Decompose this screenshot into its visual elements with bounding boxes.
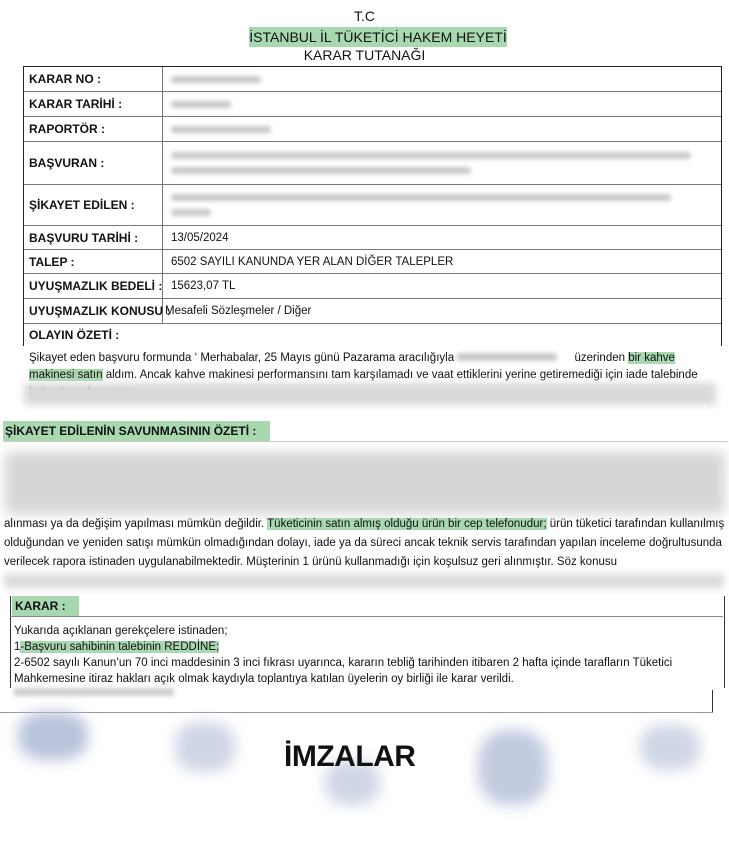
karar-line-1: Yukarıda açıklanan gerekçelere istinaden; bbox=[14, 625, 228, 637]
value-talep: 6502 SAYILI KANUNDA YER ALAN DİĞER TALEPLER bbox=[171, 255, 454, 268]
label-karar-no: KARAR NO : bbox=[24, 67, 163, 91]
row-sikayet-edilen bbox=[24, 185, 721, 226]
decision-info-table bbox=[23, 66, 722, 346]
karar-line-2 bbox=[14, 639, 719, 655]
row-raportor bbox=[24, 117, 721, 142]
row-uyusmazlik-konusu bbox=[24, 299, 721, 324]
redacted-platform bbox=[457, 353, 557, 361]
karar-divider bbox=[10, 616, 723, 617]
olay-blurred-continuation bbox=[24, 383, 716, 405]
bottom-divider bbox=[0, 712, 713, 713]
karar-heading: KARAR : bbox=[12, 596, 79, 616]
label-basvuran: BAŞVURAN : bbox=[24, 142, 163, 184]
value-raportor-redacted bbox=[163, 117, 721, 141]
savunma-text bbox=[4, 515, 726, 572]
value-uyusmazlik-bedeli: 15623,07 TL bbox=[171, 280, 236, 292]
olay-text-part4: aldım. Ancak kahve makinesi performansını tam karşılamadı ve vaat ettiklerini yerine getiremediği için iade talebinde bbox=[105, 369, 698, 381]
row-karar-tarihi bbox=[24, 92, 721, 117]
label-basvuru-tarihi: BAŞVURU TARİHİ : bbox=[24, 226, 163, 249]
label-uyusmazlik-konusu: UYUŞMAZLIK KONUSU : bbox=[24, 299, 163, 323]
row-olayin-ozeti bbox=[24, 324, 721, 346]
savunma-divider bbox=[3, 441, 728, 442]
highlight-cep-telefonu: Tüketicinin satın almış olduğu ürün bir cep telefonudur; bbox=[267, 518, 547, 530]
savunma-text-part1: alınması ya da değişim yapılması mümkün değildir. bbox=[4, 518, 265, 530]
value-basvuran-redacted bbox=[163, 142, 721, 184]
karar-line-2-number: 1 bbox=[14, 641, 21, 653]
highlight-reddine: -Başvuru sahibinin talebinin REDDİNE; bbox=[20, 641, 220, 653]
signature-5 bbox=[640, 725, 700, 770]
row-karar-no bbox=[24, 67, 721, 92]
label-uyusmazlik-bedeli: UYUŞMAZLIK BEDELİ : bbox=[24, 274, 163, 298]
savunma-heading: ŞİKAYET EDİLENİN SAVUNMASININ ÖZETİ : bbox=[3, 421, 270, 441]
label-karar-tarihi: KARAR TARİHİ : bbox=[24, 92, 163, 116]
karar-blurred-continuation bbox=[14, 688, 174, 696]
value-uyusmazlik-konusu: Mesafeli Sözleşmeler / Diğer bbox=[165, 305, 312, 317]
signature-4 bbox=[478, 730, 548, 805]
document-title: KARAR TUTANAĞI bbox=[303, 47, 426, 63]
row-basvuran bbox=[24, 142, 721, 185]
karar-text bbox=[14, 623, 719, 687]
signature-1 bbox=[18, 712, 88, 760]
row-uyusmazlik-bedeli bbox=[24, 274, 721, 299]
savunma-blurred-continuation bbox=[4, 574, 724, 588]
label-sikayet-edilen: ŞİKAYET EDİLEN : bbox=[24, 185, 163, 225]
highlight-kahve-makinesi: bir kahve makinesi satın bbox=[29, 352, 675, 381]
savunma-text-part3: ürün tüketici tarafından kullanılmış olduğundan ve yeniden satışı mümkün olmadığından dolayı, iade ya da süreci ancak teknik servis tarafından yapılan inceleme doğrultusunda verilecek rapora istinaden uygulanabilmektedir. Müşterinin 1 ürünü kullanmadığı için koşulsuz geri alınmıştır. Söz konusu bbox=[4, 518, 725, 568]
value-karar-tarihi-redacted bbox=[163, 92, 721, 116]
value-sikayet-edilen-redacted bbox=[163, 185, 721, 225]
value-karar-no-redacted bbox=[163, 67, 721, 91]
institution-title: İSTANBUL İL TÜKETİCİ HAKEM HEYETİ bbox=[249, 29, 507, 45]
label-olayin-ozeti: OLAYIN ÖZETİ : bbox=[29, 328, 120, 342]
value-basvuru-tarihi: 13/05/2024 bbox=[171, 231, 229, 244]
signature-2 bbox=[175, 722, 235, 772]
karar-line-3: 2-6502 sayılı Kanun’un 70 inci maddesinin 3 inci fıkrası uyarınca, kararın tebliğ tarihinden itibaren 2 hafta içinde tarafların Tüketici Mahkemesine itiraz hakları açık olmak kaydıyla toplantıya katılan üyelerin oy birliği ile karar verildi. bbox=[14, 657, 673, 685]
row-basvuru-tarihi bbox=[24, 226, 721, 250]
olay-text-part1: Şikayet eden başvuru formunda ‘ Merhabalar, 25 Mayıs günü Pazarama aracılığıyla bbox=[29, 352, 455, 364]
savunma-blurred-text bbox=[5, 452, 725, 514]
label-raportor: RAPORTÖR : bbox=[24, 117, 163, 141]
header-tc: T.C bbox=[354, 8, 375, 24]
right-edge-line bbox=[712, 690, 713, 712]
label-talep: TALEP : bbox=[24, 250, 163, 273]
olay-text-part2: üzerinden bbox=[574, 352, 626, 364]
signatures-label: İMZALAR bbox=[284, 740, 416, 773]
row-talep bbox=[24, 250, 721, 274]
